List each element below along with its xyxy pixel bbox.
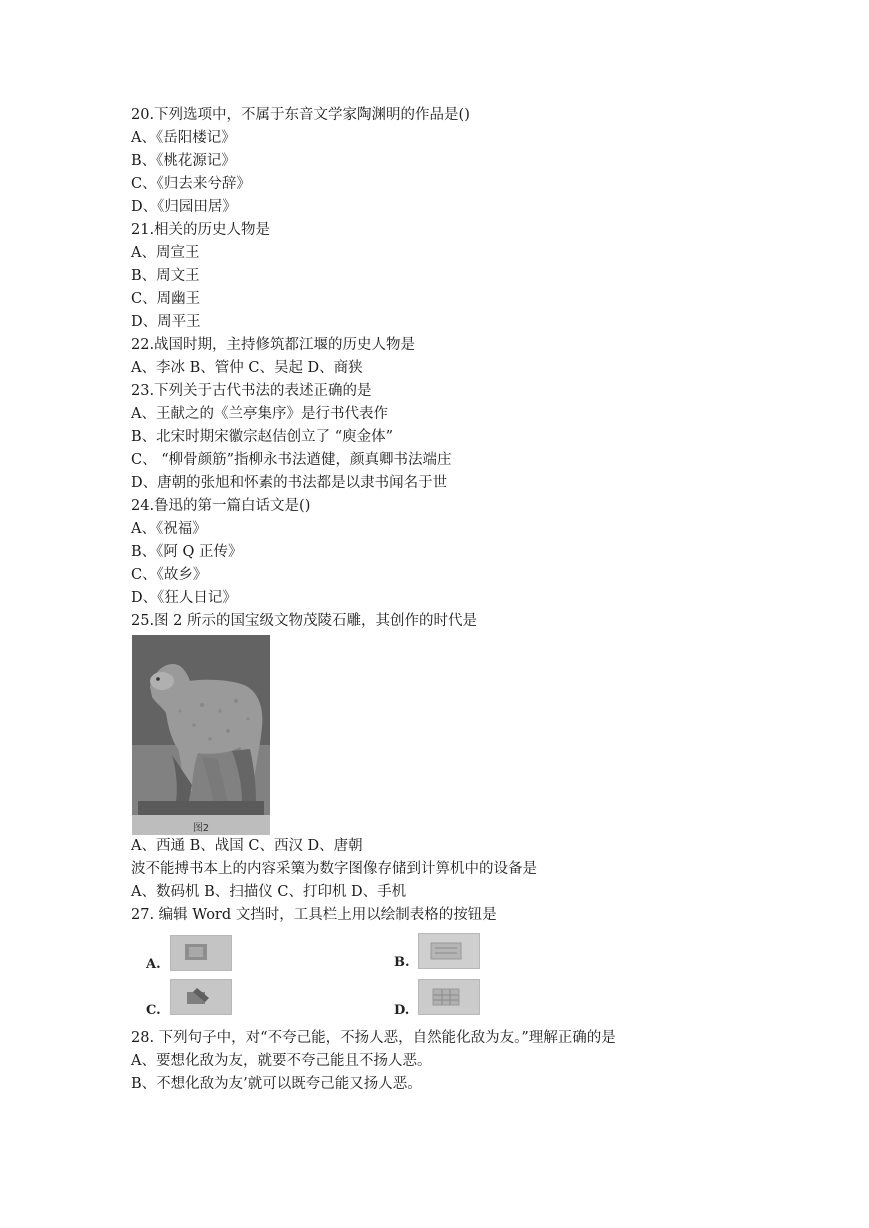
option-letter: B. [394, 955, 410, 970]
q20-option-d: D、《归园田居》 [131, 199, 237, 215]
toolbar-button-image-b [418, 933, 480, 969]
q24-option-b: B、《阿 Q 正传》 [131, 544, 243, 560]
q23-option-c: C、 “柳骨颜筋”指柳永书法遒健，颜真卿书法端庄 [131, 452, 452, 468]
q22-stem: 22.战国时期，主持修筑都江堰的历史人物是 [131, 337, 416, 353]
q26-options: A、数码机 B、扫描仪 C、打印机 D、手机 [131, 884, 407, 900]
toolbar-button-image-c [170, 979, 232, 1015]
q28-option-b: B、不想化敌为友’就可以既夸己能又扬人恶。 [131, 1076, 422, 1092]
q28-stem: 28. 下列句子中，对“不夸己能，不扬人恶，自然能化敌为友。”理解正确的是 [131, 1030, 616, 1046]
q25-options: A、西通 B、战国 C、西汉 D、唐朝 [131, 838, 363, 854]
q27-button-options [131, 927, 811, 1027]
stone-horse-image [132, 635, 270, 835]
q23-option-b: B、北宋时期宋徽宗赵佶创立了 “庾金体” [131, 429, 394, 445]
stone-horse-photo [132, 635, 270, 835]
q24-option-c: C、《故乡》 [131, 567, 208, 583]
q28-option-a: A、要想化敌为友，就要不夸己能且不扬人恶。 [131, 1053, 432, 1069]
q21-option-b: B、周文王 [131, 268, 200, 284]
q23-stem: 23.下列关于古代书法的表述正确的是 [131, 383, 372, 399]
q22-options: A、李冰 B、管仲 C、吴起 D、商狭 [131, 360, 363, 376]
q23-option-d: D、唐朝的张旭和怀素的书法都是以隶书闻名于世 [131, 475, 448, 491]
exam-page [131, 104, 811, 1096]
q24-stem: 24.鲁迅的第一篇白话文是() [131, 498, 311, 514]
q21-stem: 21.相关的历史人物是 [131, 222, 271, 238]
toolbar-button-image-d [418, 979, 480, 1015]
q21-option-a: A、周宣王 [131, 245, 200, 261]
q27-stem: 27. 编辑 Word 文挡时，工具栏上用以绘制表格的按钮是 [131, 907, 497, 923]
q20-option-a: A、《岳阳楼记》 [131, 130, 236, 146]
figure-caption: 图2 [192, 823, 210, 834]
q21-option-c: C、周幽王 [131, 291, 201, 307]
option-letter: D. [394, 1003, 410, 1018]
q20-stem: 20.下列选项中，不属于东音文学家陶渊明的作品是() [131, 107, 470, 123]
q23-option-a: A、王献之的《兰亭集序》是行书代表作 [131, 406, 388, 422]
q24-option-d: D、《狂人日记》 [131, 590, 237, 606]
q24-option-a: A、《祝福》 [131, 521, 207, 537]
q26-stem: 波不能搏书本上的内容采篥为数字图像存储到计箅机中的设备是 [131, 861, 537, 877]
option-letter: C. [146, 1003, 161, 1018]
q20-option-c: C、《归去来兮辞》 [131, 176, 251, 192]
option-letter: A. [146, 957, 161, 972]
q25-stem: 25.图 2 所示的国宝级文物茂陵石雕，其创作的时代是 [131, 613, 478, 629]
q20-option-b: B、《桃花源记》 [131, 153, 236, 169]
toolbar-button-image-a [170, 935, 232, 971]
q21-option-d: D、周平王 [131, 314, 201, 330]
